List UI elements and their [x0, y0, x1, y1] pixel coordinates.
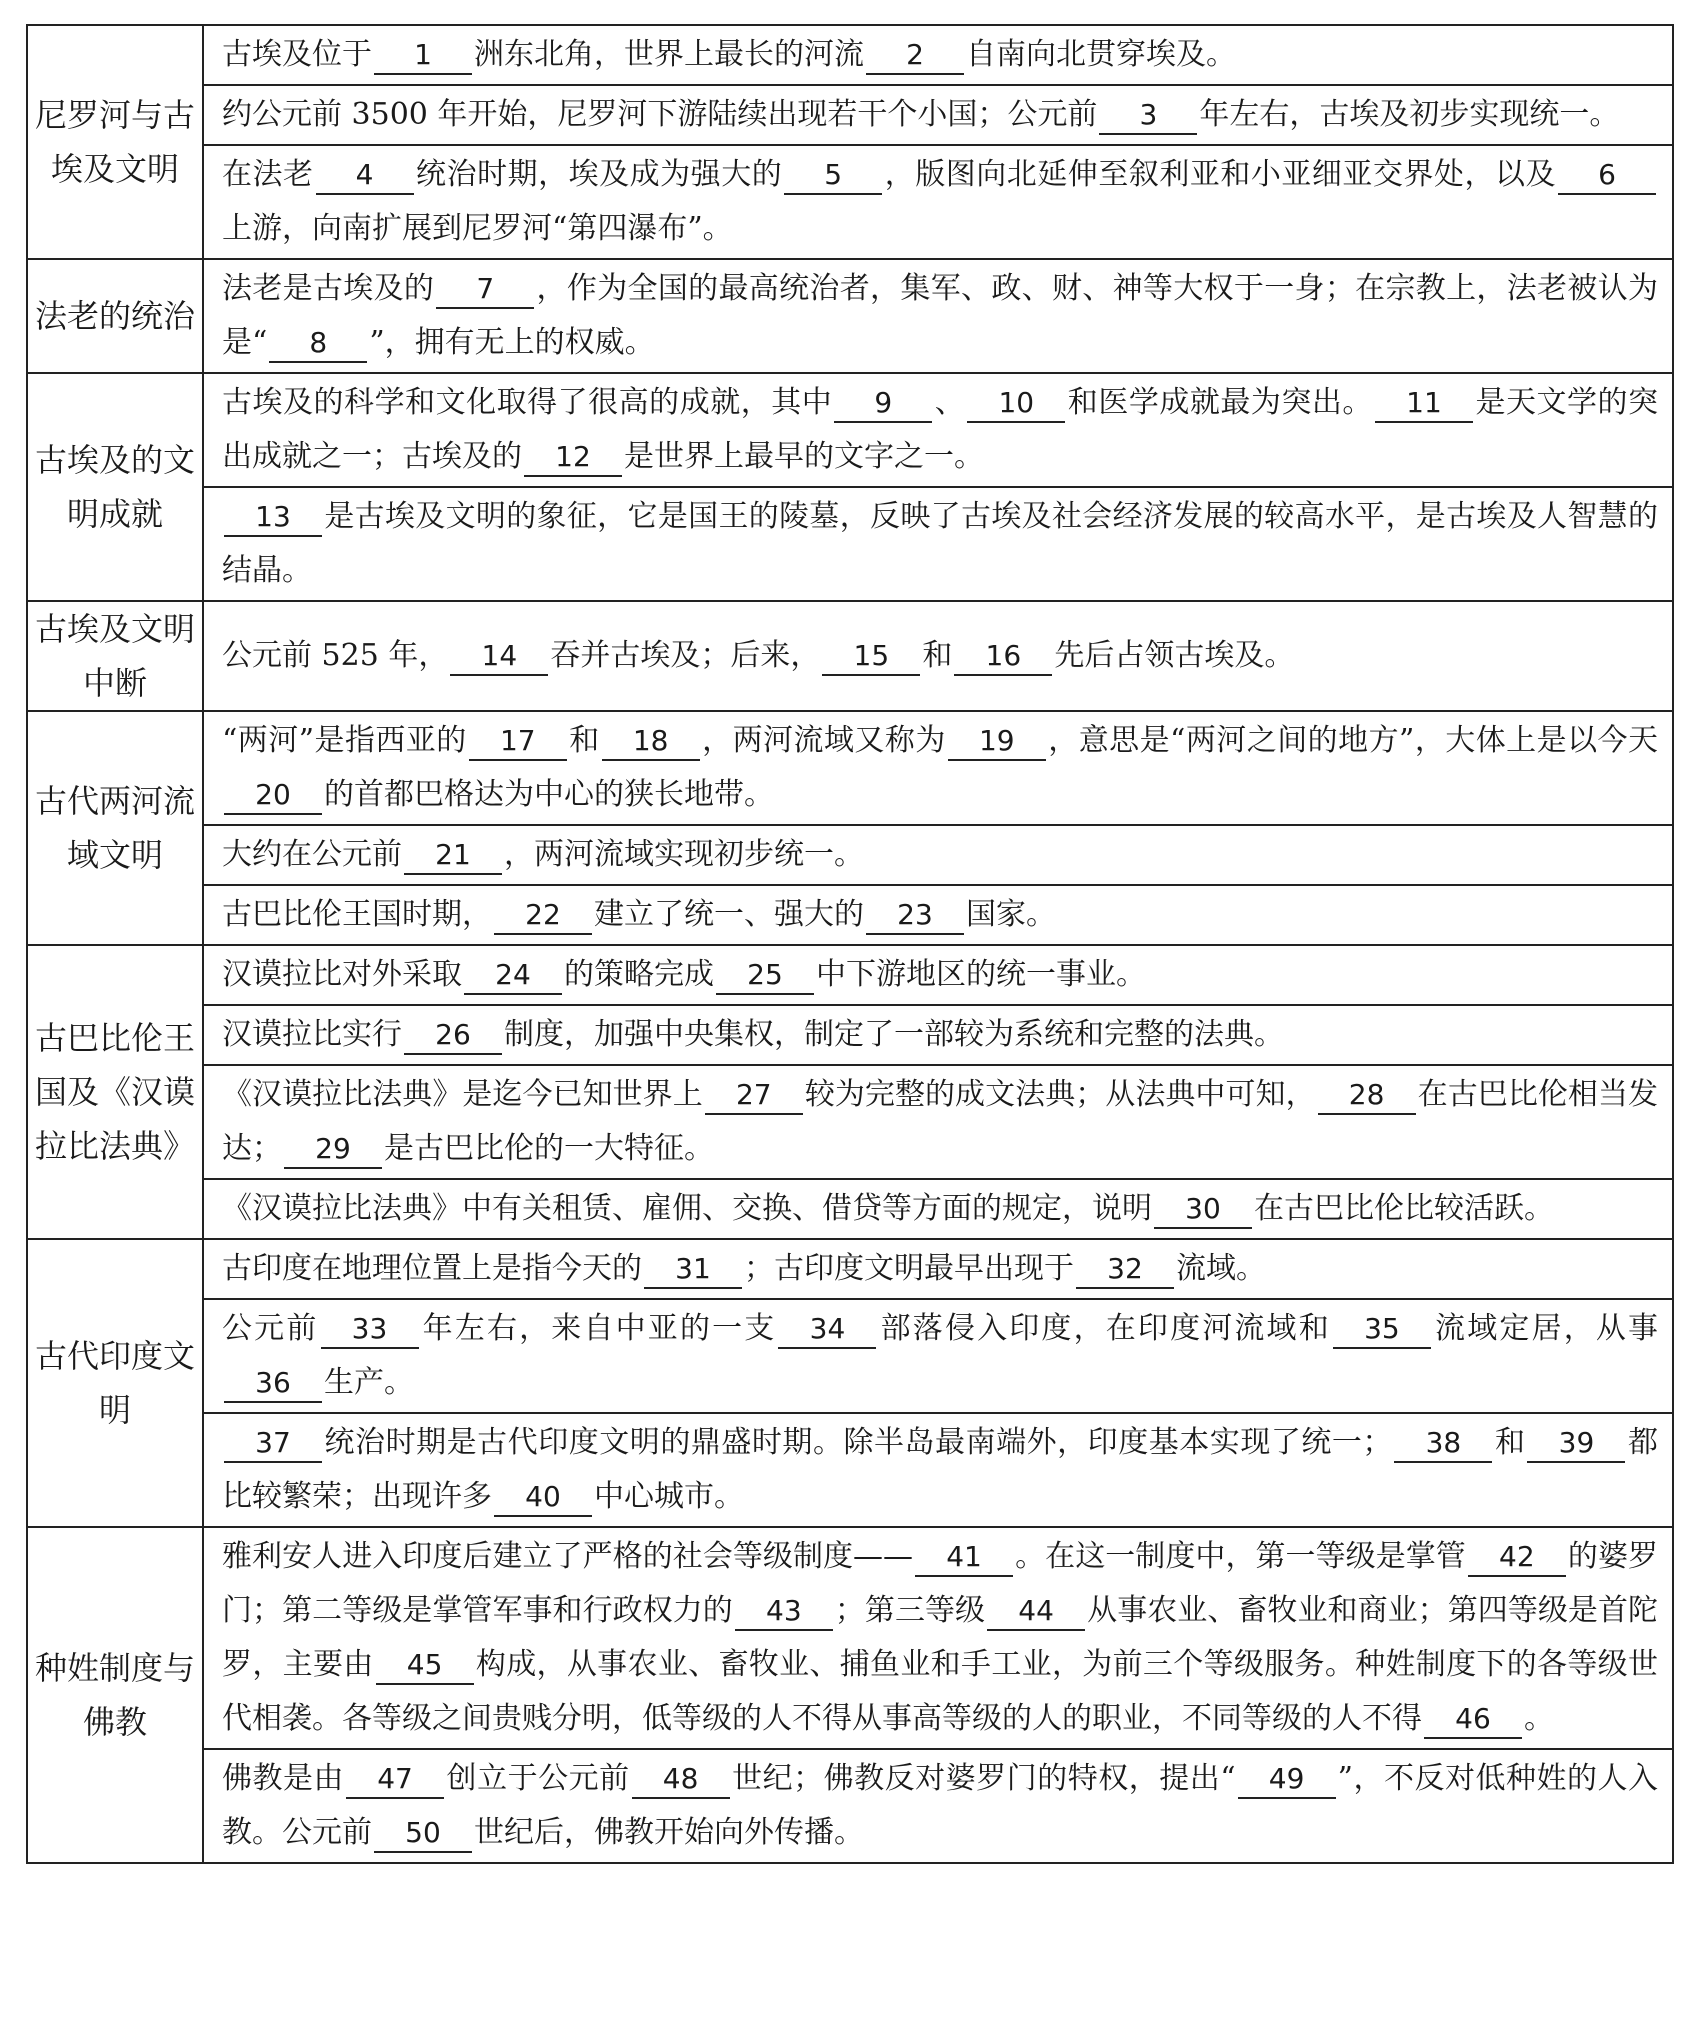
table-row: [27, 85, 1673, 145]
content-cell: [203, 1005, 1673, 1065]
blank-number: 28: [1318, 1077, 1416, 1115]
blank-number: 46: [1424, 1701, 1522, 1739]
content-cell: [203, 711, 1673, 825]
text-segment: 流域。: [1176, 1251, 1266, 1286]
text-segment: 部落侵入印度，在印度河流域和: [878, 1311, 1331, 1346]
text-segment: 古巴比伦王国时期，: [222, 897, 492, 932]
text-segment: 年左右，来自中亚的一支: [420, 1311, 777, 1346]
text-segment: 从事农业、畜牧业和商业；第四等级是首陀罗，主要由: [222, 1593, 1659, 1682]
category-cell: 古代两河流域文明: [27, 711, 203, 945]
content-cell: [203, 373, 1673, 487]
text-segment: 世纪后，佛教开始向外传播。: [474, 1815, 864, 1850]
content-cell: [203, 825, 1673, 885]
text-segment: 是古埃及文明的象征，它是国王的陵墓，反映了古埃及社会经济发展的较高水平，是古埃及人智慧的结晶。: [222, 499, 1658, 588]
content-cell: [203, 1065, 1673, 1179]
text-segment: 是天文学的突出成就之一；古埃及的: [222, 385, 1659, 474]
text-segment: ，意思是“两河之间的地方”，大体上是以今天: [1047, 723, 1658, 758]
text-segment: ；第三等级: [834, 1593, 986, 1628]
table-row: [27, 259, 1673, 373]
table-row: [27, 487, 1673, 601]
blank-number: 24: [464, 957, 562, 995]
text-segment: 统治时期是古代印度文明的鼎盛时期。除半岛最南端外，印度基本实现了统一；: [324, 1425, 1393, 1460]
text-segment: “两河”是指西亚的: [222, 723, 467, 758]
content-cell: [203, 1299, 1673, 1413]
blank-number: 50: [374, 1815, 472, 1853]
blank-number: 20: [224, 777, 322, 815]
blank-number: 23: [866, 897, 964, 935]
table-row: [27, 1065, 1673, 1179]
content-cell: [203, 259, 1673, 373]
text-segment: 统治时期，埃及成为强大的: [415, 157, 783, 192]
blank-number: 19: [948, 723, 1046, 761]
text-segment: 约公元前 3500 年开始，尼罗河下游陆续出现若干个小国；公元前: [222, 97, 1098, 132]
blank-number: 18: [602, 723, 700, 761]
category-cell: 种姓制度与佛教: [27, 1527, 203, 1863]
blank-number: 41: [915, 1539, 1013, 1577]
blank-number: 15: [822, 638, 920, 676]
text-segment: 汉谟拉比对外采取: [222, 957, 462, 992]
table-row: [27, 945, 1673, 1005]
text-segment: 《汉谟拉比法典》是迄今已知世界上: [222, 1077, 703, 1112]
table-row: [27, 373, 1673, 487]
text-segment: 是古巴比伦的一大特征。: [384, 1131, 714, 1166]
category-cell: 尼罗河与古埃及文明: [27, 25, 203, 259]
category-cell: 法老的统治: [27, 259, 203, 373]
table-row: [27, 825, 1673, 885]
blank-number: 27: [705, 1077, 803, 1115]
text-segment: 国家。: [966, 897, 1056, 932]
review-table: [26, 24, 1674, 1864]
text-segment: 先后占领古埃及。: [1054, 638, 1295, 673]
content-cell: [203, 85, 1673, 145]
blank-number: 30: [1154, 1191, 1252, 1229]
category-cell: 古代印度文明: [27, 1239, 203, 1527]
text-segment: ，版图向北延伸至叙利亚和小亚细亚交界处，以及: [884, 157, 1557, 192]
content-cell: [203, 1239, 1673, 1299]
blank-number: 43: [735, 1593, 833, 1631]
text-segment: ；古印度文明最早出现于: [744, 1251, 1074, 1286]
blank-number: 6: [1558, 157, 1656, 195]
blank-number: 39: [1527, 1425, 1625, 1463]
blank-number: 44: [987, 1593, 1085, 1631]
text-segment: 较为完整的成文法典；从法典中可知，: [804, 1077, 1316, 1112]
content-cell: [203, 145, 1673, 259]
text-segment: 构成，从事农业、畜牧业、捕鱼业和手工业，为前三个等级服务。种姓制度下的各等级世代相袭。各等级之间贵贱分明，低等级的人不得从事高等级的人的职业，不同等级的人不得: [222, 1647, 1659, 1736]
blank-number: 29: [284, 1131, 382, 1169]
table-row: [27, 145, 1673, 259]
text-segment: 洲东北角，世界上最长的河流: [474, 37, 864, 72]
blank-number: 40: [494, 1479, 592, 1517]
blank-number: 1: [374, 37, 472, 75]
content-cell: [203, 1179, 1673, 1239]
text-segment: 世纪；佛教反对婆罗门的特权，提出“: [731, 1761, 1236, 1796]
content-cell: [203, 601, 1673, 711]
text-segment: 。在这一制度中，第一等级是掌管: [1015, 1539, 1466, 1574]
table-row: [27, 1749, 1673, 1863]
content-cell: [203, 487, 1673, 601]
table-row: [27, 601, 1673, 711]
text-segment: 古埃及位于: [222, 37, 372, 72]
blank-number: 9: [834, 385, 932, 423]
blank-number: 47: [346, 1761, 444, 1799]
text-segment: ”，拥有无上的权威。: [369, 325, 655, 360]
text-segment: ，作为全国的最高统治者，集军、政、财、神等大权于一身；在宗教上，法老被认为是“: [222, 271, 1659, 360]
blank-number: 48: [632, 1761, 730, 1799]
text-segment: 吞并古埃及；后来，: [550, 638, 821, 673]
text-segment: 和: [1494, 1425, 1526, 1460]
text-segment: 和医学成就最为突出。: [1067, 385, 1373, 420]
text-segment: 自南向北贯穿埃及。: [966, 37, 1236, 72]
text-segment: 的婆罗门；第二等级是掌管军事和行政权力的: [222, 1539, 1659, 1628]
blank-number: 16: [954, 638, 1052, 676]
text-segment: 制度，加强中央集权，制定了一部较为系统和完整的法典。: [504, 1017, 1284, 1052]
table-row: [27, 1413, 1673, 1527]
text-segment: 年左右，古埃及初步实现统一。: [1199, 97, 1620, 132]
blank-number: 4: [316, 157, 414, 195]
table-row: [27, 885, 1673, 945]
table-row: [27, 1239, 1673, 1299]
text-segment: 《汉谟拉比法典》中有关租赁、雇佣、交换、借贷等方面的规定，说明: [222, 1191, 1152, 1226]
blank-number: 32: [1076, 1251, 1174, 1289]
content-cell: [203, 1749, 1673, 1863]
blank-number: 31: [644, 1251, 742, 1289]
table-row: [27, 1005, 1673, 1065]
content-cell: [203, 945, 1673, 1005]
category-cell: 古埃及的文明成就: [27, 373, 203, 601]
text-segment: 大约在公元前: [222, 837, 402, 872]
blank-number: 38: [1394, 1425, 1492, 1463]
text-segment: 法老是古埃及的: [222, 271, 435, 306]
blank-number: 26: [404, 1017, 502, 1055]
text-segment: 建立了统一、强大的: [594, 897, 864, 932]
content-cell: [203, 1413, 1673, 1527]
category-cell: 古巴比伦王国及《汉谟拉比法典》: [27, 945, 203, 1239]
text-segment: 和: [568, 723, 600, 758]
blank-number: 11: [1375, 385, 1473, 423]
blank-number: 2: [866, 37, 964, 75]
blank-number: 14: [450, 638, 548, 676]
blank-number: 42: [1468, 1539, 1566, 1577]
table-row: [27, 711, 1673, 825]
content-cell: [203, 1527, 1673, 1749]
blank-number: 7: [436, 271, 534, 309]
text-segment: 的首都巴格达为中心的狭长地带。: [324, 777, 774, 812]
text-segment: 和: [922, 638, 953, 673]
blank-number: 12: [524, 439, 622, 477]
text-segment: 。: [1524, 1701, 1554, 1736]
text-segment: 、: [934, 385, 966, 420]
blank-number: 22: [494, 897, 592, 935]
category-cell: 古埃及文明中断: [27, 601, 203, 711]
content-cell: [203, 25, 1673, 85]
text-segment: 中心城市。: [594, 1479, 744, 1514]
text-segment: 中下游地区的统一事业。: [816, 957, 1146, 992]
text-segment: 创立于公元前: [446, 1761, 630, 1796]
text-segment: 公元前: [222, 1311, 319, 1346]
text-segment: 佛教是由: [222, 1761, 345, 1796]
content-cell: [203, 885, 1673, 945]
text-segment: 古印度在地理位置上是指今天的: [222, 1251, 642, 1286]
text-segment: 古埃及的科学和文化取得了很高的成就，其中: [222, 385, 833, 420]
blank-number: 36: [224, 1365, 322, 1403]
blank-number: 35: [1333, 1311, 1431, 1349]
blank-number: 8: [269, 325, 367, 363]
text-segment: 雅利安人进入印度后建立了严格的社会等级制度——: [222, 1539, 914, 1574]
table-row: [27, 1527, 1673, 1749]
text-segment: ，两河流域又称为: [701, 723, 946, 758]
table-row: [27, 25, 1673, 85]
table-row: [27, 1299, 1673, 1413]
blank-number: 3: [1099, 97, 1197, 135]
blank-number: 49: [1238, 1761, 1336, 1799]
text-segment: 公元前 525 年，: [222, 638, 449, 673]
text-segment: 汉谟拉比实行: [222, 1017, 402, 1052]
text-segment: 生产。: [324, 1365, 414, 1400]
blank-number: 10: [967, 385, 1065, 423]
text-segment: 在法老: [222, 157, 314, 192]
blank-number: 37: [224, 1425, 322, 1463]
text-segment: ”，不反对低种姓的人入教。公元前: [222, 1761, 1659, 1850]
blank-number: 34: [778, 1311, 876, 1349]
text-segment: 上游，向南扩展到尼罗河“第四瀑布”。: [222, 211, 733, 246]
blank-number: 25: [716, 957, 814, 995]
text-segment: 都比较繁荣；出现许多: [222, 1425, 1659, 1514]
blank-number: 45: [376, 1647, 474, 1685]
table-row: [27, 1179, 1673, 1239]
blank-number: 13: [224, 499, 322, 537]
text-segment: 的策略完成: [564, 957, 714, 992]
text-segment: 在古巴比伦相当发达；: [222, 1077, 1659, 1166]
text-segment: 在古巴比伦比较活跃。: [1254, 1191, 1554, 1226]
blank-number: 17: [469, 723, 567, 761]
blank-number: 33: [321, 1311, 419, 1349]
blank-number: 5: [784, 157, 882, 195]
text-segment: ，两河流域实现初步统一。: [504, 837, 864, 872]
text-segment: 流域定居，从事: [1432, 1311, 1659, 1346]
text-segment: 是世界上最早的文字之一。: [624, 439, 984, 474]
blank-number: 21: [404, 837, 502, 875]
